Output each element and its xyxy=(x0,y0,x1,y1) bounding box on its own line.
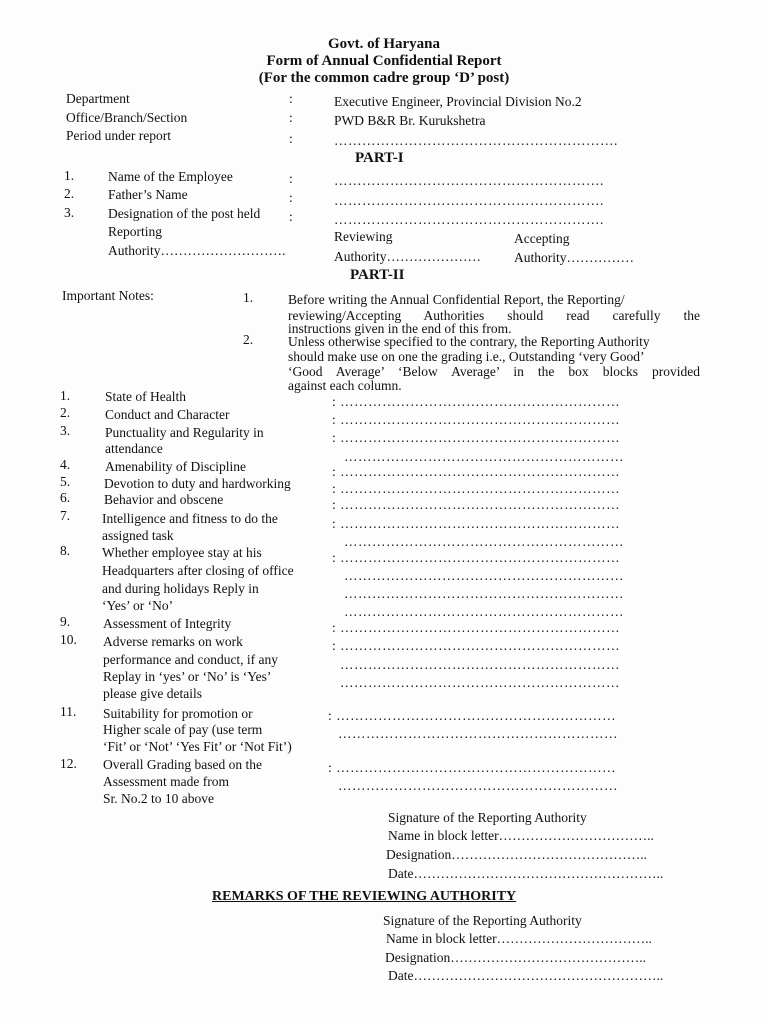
reviewing-authority-field: Authority………………… xyxy=(334,249,481,264)
info-label-period: Period under report xyxy=(66,128,171,143)
item-num: 9. xyxy=(60,614,71,629)
item-num: 6. xyxy=(60,490,71,505)
note-1-line-1: Before writing the Annual Confidential Report, the Reporting/ xyxy=(288,292,625,307)
note-num: 2. xyxy=(243,332,254,347)
item-dots: …………………………………………………… xyxy=(344,604,624,619)
item-dots: : …………………………………………………… xyxy=(328,760,617,775)
part1-num: 2. xyxy=(64,186,75,201)
note-2-line-4: against each column. xyxy=(288,378,402,393)
item-num: 2. xyxy=(60,405,71,420)
item-label-adverse-4: please give details xyxy=(103,686,202,701)
part1-num: 1. xyxy=(64,168,75,183)
item-dots: …………………………………………………… xyxy=(338,778,618,793)
item-label-adverse: Adverse remarks on work xyxy=(103,634,243,649)
note-1-line-3: instructions given in the end of this from. xyxy=(288,321,512,336)
item-num: 8. xyxy=(60,543,71,558)
reporting-signature-label: Signature of the Reporting Authority xyxy=(388,810,587,825)
part2-title: PART-II xyxy=(350,267,405,283)
item-label-grading-3: Sr. No.2 to 10 above xyxy=(103,791,214,806)
item-dots: …………………………………………………… xyxy=(338,726,618,741)
item-label-suitability-2: Higher scale of pay (use term xyxy=(103,722,263,737)
part1-label-name: Name of the Employee xyxy=(108,169,233,184)
item-dots: : …………………………………………………… xyxy=(328,708,617,723)
note-1-line-2: reviewing/Accepting Authorities should read carefully the xyxy=(288,308,700,323)
header-form-title: Form of Annual Confidential Report xyxy=(266,53,502,69)
reviewing-signature-label: Signature of the Reporting Authority xyxy=(383,913,582,928)
item-dots: : …………………………………………………… xyxy=(332,412,621,427)
item-dots: : …………………………………………………… xyxy=(332,550,621,565)
item-label-discipline: Amenability of Discipline xyxy=(105,459,246,474)
item-dots: …………………………………………………… xyxy=(344,449,624,464)
item-label-adverse-2: performance and conduct, if any xyxy=(103,652,279,667)
item-label-integrity: Assessment of Integrity xyxy=(103,616,232,631)
item-label-punctuality-2: attendance xyxy=(105,441,163,456)
important-notes-label: Important Notes: xyxy=(62,288,154,303)
item-num: 5. xyxy=(60,474,71,489)
info-value-department: Executive Engineer, Provincial Division No.2 xyxy=(334,94,582,109)
item-label-adverse-3: Replay in ‘yes’ or ‘No’ is ‘Yes’ xyxy=(103,669,272,684)
item-label-grading-2: Assessment made from xyxy=(103,774,229,789)
item-num: 11. xyxy=(60,704,77,719)
item-label-health: State of Health xyxy=(105,389,186,404)
item-label-headquarters-3: and during holidays Reply in xyxy=(102,581,259,596)
item-num: 10. xyxy=(60,632,77,647)
info-value-period: ……………………………………………………. xyxy=(334,133,618,148)
part1-value-father: …………………………………………………. xyxy=(334,193,604,208)
part1-colon: : xyxy=(289,171,293,186)
info-colon: : xyxy=(289,131,293,146)
part1-num: 3. xyxy=(64,205,75,220)
reviewing-remarks-title: REMARKS OF THE REVIEWING AUTHORITY xyxy=(212,889,517,904)
reporting-date-field: Date……………………………………………….. xyxy=(388,866,664,881)
item-dots: : …………………………………………………… xyxy=(332,620,621,635)
part1-value-designation: …………………………………………………. xyxy=(334,212,604,227)
item-dots: …………………………………………………… xyxy=(344,586,624,601)
info-colon: : xyxy=(289,91,293,106)
note-num: 1. xyxy=(243,290,254,305)
info-value-office: PWD B&R Br. Kurukshetra xyxy=(334,113,486,128)
reviewing-designation-field: Designation…………………………………….. xyxy=(385,950,646,965)
item-dots: …………………………………………………… xyxy=(344,568,624,583)
accepting-authority-label: Accepting xyxy=(514,231,570,246)
item-dots: …………………………………………………… xyxy=(340,657,620,672)
header-subtitle: (For the common cadre group ‘D’ post) xyxy=(258,70,510,86)
info-label-department: Department xyxy=(66,91,130,106)
item-label-headquarters: Whether employee stay at his xyxy=(102,545,262,560)
part1-value-name: …………………………………………………. xyxy=(334,173,604,188)
part1-title: PART-I xyxy=(355,150,404,166)
info-label-office: Office/Branch/Section xyxy=(66,110,188,125)
reviewing-name-field: Name in block letter…………………………….. xyxy=(386,931,652,946)
item-dots: : …………………………………………………… xyxy=(332,430,621,445)
item-dots: : …………………………………………………… xyxy=(332,497,621,512)
item-label-conduct: Conduct and Character xyxy=(105,407,230,422)
part1-label-father: Father’s Name xyxy=(108,187,188,202)
item-label-suitability: Suitability for promotion or xyxy=(103,706,253,721)
note-2-line-1: Unless otherwise specified to the contrary, the Reporting Authority xyxy=(288,334,650,349)
item-label-grading: Overall Grading based on the xyxy=(103,757,262,772)
item-label-headquarters-2: Headquarters after closing of office xyxy=(102,563,294,578)
item-num: 3. xyxy=(60,423,71,438)
item-num: 1. xyxy=(60,388,71,403)
accepting-authority-field: Authority…………… xyxy=(514,250,634,265)
part1-colon: : xyxy=(289,209,293,224)
item-dots: : …………………………………………………… xyxy=(332,394,621,409)
item-dots: …………………………………………………… xyxy=(340,675,620,690)
reporting-authority-field: Authority………………………. xyxy=(108,243,286,258)
header-govt: Govt. of Haryana xyxy=(327,36,441,52)
reviewing-date-field: Date……………………………………………….. xyxy=(388,968,664,983)
reporting-designation-field: Designation…………………………………….. xyxy=(386,847,647,862)
item-num: 4. xyxy=(60,457,71,472)
item-label-headquarters-4: ‘Yes’ or ‘No’ xyxy=(102,598,174,613)
reviewing-authority-label: Reviewing xyxy=(334,229,393,244)
note-2-line-2: should make use on one the grading i.e., Outstanding ‘very Good’ xyxy=(288,349,645,364)
item-dots: : …………………………………………………… xyxy=(332,481,621,496)
item-dots: : …………………………………………………… xyxy=(332,464,621,479)
reporting-name-field: Name in block letter…………………………….. xyxy=(388,828,654,843)
item-num: 12. xyxy=(60,756,77,771)
item-label-intelligence: Intelligence and fitness to do the xyxy=(102,511,278,526)
item-num: 7. xyxy=(60,508,71,523)
reporting-authority-label: Reporting xyxy=(108,224,162,239)
part1-label-designation: Designation of the post held xyxy=(108,206,261,221)
item-dots: : …………………………………………………… xyxy=(332,516,621,531)
note-2-line-3: ‘Good Average’ ‘Below Average’ in the box blocks provided xyxy=(288,364,700,379)
item-dots: : …………………………………………………… xyxy=(332,638,621,653)
item-label-behavior: Behavior and obscene xyxy=(104,492,224,507)
item-label-intelligence-2: assigned task xyxy=(102,528,174,543)
part1-colon: : xyxy=(289,190,293,205)
info-colon: : xyxy=(289,110,293,125)
item-label-suitability-3: ‘Fit’ or ‘Not’ ‘Yes Fit’ or ‘Not Fit’) xyxy=(103,739,292,754)
item-label-punctuality: Punctuality and Regularity in xyxy=(105,425,264,440)
item-dots: …………………………………………………… xyxy=(344,534,624,549)
item-label-devotion: Devotion to duty and hardworking xyxy=(104,476,291,491)
